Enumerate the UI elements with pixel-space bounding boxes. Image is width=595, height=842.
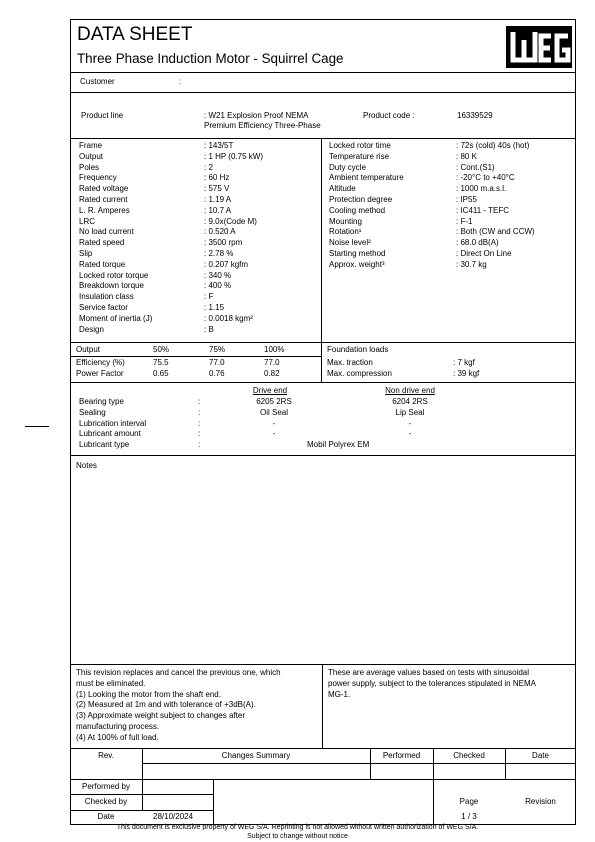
spec-value: : 0.0018 kgm² (204, 313, 253, 323)
remark-line: must be eliminated. (76, 678, 146, 688)
max-compression-label: Max. compression (327, 369, 392, 378)
spec-label: Duty cycle (329, 162, 366, 172)
bearing-row-label: Sealing (79, 407, 106, 417)
spec-label: Rotation¹ (329, 227, 362, 237)
product-line-value: : W21 Explosion Proof NEMA (204, 111, 309, 120)
remark-line: (1) Looking the motor from the shaft end. (76, 689, 221, 699)
remark-line: (2) Measured at 1m and with tolerance of +3dB(A). (76, 700, 256, 710)
bearing-labels (79, 397, 146, 440)
non-drive-end-header: Non drive end (385, 386, 435, 395)
spec-value: : 1000 m.a.s.l. (456, 184, 507, 194)
remarks-left (76, 668, 281, 744)
lubricant-type-label: Lubricant type (79, 440, 130, 449)
spec-label: Temperature rise (329, 151, 390, 161)
date-header: Date (532, 751, 549, 760)
notes-label: Notes (76, 461, 97, 470)
spec-label: Rated speed (79, 238, 125, 248)
bearing-drive-end-values (230, 397, 318, 440)
spec-label: Frequency (79, 173, 117, 183)
efficiency-75: 77.0 (209, 358, 225, 367)
spec-label: Ambient temperature (329, 173, 404, 183)
lubricant-type-value: Mobil Polyrex EM (307, 440, 370, 449)
power-factor-50: 0.65 (153, 369, 169, 378)
remark-line: MG-1. (328, 689, 351, 699)
specs-left-labels (79, 141, 152, 335)
remarks-right (328, 668, 536, 700)
spec-label: Approx. weight³ (329, 259, 385, 269)
spec-value: : 72s (cold) 40s (hot) (456, 141, 530, 150)
bearing-drive-end-value: Oil Seal (259, 407, 288, 417)
spec-label: LRC (79, 216, 96, 226)
spec-value: : 80 K (456, 151, 477, 161)
document-subtitle: Three Phase Induction Motor - Squirrel Cage (77, 51, 344, 66)
spec-label: Design (79, 324, 104, 334)
bearing-colons (198, 397, 200, 440)
spec-value: : 0.207 kgfm (204, 259, 249, 269)
bearing-row-colon: : (198, 407, 201, 417)
document-title: DATA SHEET (77, 24, 193, 45)
spec-label: No load current (79, 227, 134, 237)
product-code-label: Product code : (363, 111, 415, 120)
spec-value: : -20°C to +40°C (456, 173, 515, 183)
spec-label: Frame (79, 141, 103, 150)
spec-value: : Cont.(S1) (456, 162, 495, 172)
bearing-drive-end-value: - (272, 418, 276, 428)
spec-label: Breakdown torque (79, 281, 144, 291)
spec-label: Rated torque (79, 259, 126, 269)
spec-label: Protection degree (329, 194, 393, 204)
efficiency-50: 75.5 (153, 358, 169, 367)
performed-header: Performed (382, 751, 421, 760)
efficiency-label: Efficiency (%) (76, 358, 125, 367)
spec-value: : F-1 (456, 216, 473, 226)
spec-label: Service factor (79, 302, 128, 312)
spec-value: : 340 % (204, 270, 232, 280)
bearing-row-colon: : (198, 397, 201, 406)
margin-mark (25, 426, 49, 427)
max-compression-value: : 39 kgf (453, 369, 480, 378)
spec-label: Rated current (79, 194, 128, 204)
bearing-row-label: Lubrication interval (79, 418, 147, 428)
customer-label: Customer (80, 77, 115, 86)
bearing-non-drive-end-value: 6204 2RS (392, 397, 428, 406)
spec-value: : IC411 - TEFC (456, 205, 510, 215)
remark-line: manufacturing process. (76, 721, 160, 731)
spec-value: : 68.0 dB(A) (456, 238, 499, 248)
spec-label: Moment of inertia (J) (79, 313, 153, 323)
date-label: Date (97, 812, 115, 821)
spec-value: : 2.78 % (204, 248, 234, 258)
spec-value: : Both (CW and CCW) (456, 227, 535, 237)
performed-by-label: Performed by (81, 782, 131, 791)
spec-label: Locked rotor torque (79, 270, 149, 280)
date-value: 28/10/2024 (153, 812, 194, 821)
bearing-row-label: Lubricant amount (79, 429, 141, 439)
spec-value: : 1 HP (0.75 kW) (204, 151, 263, 161)
spec-label: Starting method (329, 248, 386, 258)
specs-left-values (204, 141, 263, 335)
foundation-title: Foundation loads (327, 345, 389, 354)
spec-label: Noise level² (329, 238, 371, 248)
bearing-drive-end-value: 6205 2RS (256, 397, 292, 406)
spec-label: Locked rotor time (329, 141, 391, 150)
revision-label: Revision (525, 797, 556, 806)
load-header-output: Output (76, 345, 101, 354)
spec-value: : F (204, 292, 214, 302)
max-traction-label: Max. traction (327, 358, 373, 367)
spec-value: : 10.7 A (204, 205, 232, 215)
spec-label: Rated voltage (79, 184, 129, 194)
product-code-value: 16339529 (457, 111, 493, 120)
bearing-non-drive-end-value: - (408, 429, 412, 439)
page-value: 1 / 3 (461, 812, 477, 821)
load-header-75: 75% (209, 345, 226, 354)
load-header-100: 100% (264, 345, 285, 354)
footer-line-1: This document is exclusive property of WEG S/A. Reprinting is not allowed without written authorization of WEG S/A. (116, 824, 479, 831)
spec-value: : 2 (204, 162, 213, 172)
product-line-label: Product line (81, 111, 124, 120)
spec-value: : 9.0x(Code M) (204, 216, 257, 226)
spec-value: : IP55 (456, 194, 477, 204)
checked-by-label: Checked by (84, 797, 128, 806)
load-header-50: 50% (153, 345, 170, 354)
bearing-row-label: Bearing type (79, 397, 124, 406)
product-line-value-2: Premium Efficiency Three-Phase (204, 121, 321, 130)
spec-value: : 1.15 (204, 302, 225, 312)
page-label: Page (459, 797, 479, 806)
checked-header: Checked (453, 751, 485, 760)
spec-label: L. R. Amperes (79, 205, 130, 215)
spec-value: : 143/5T (204, 141, 234, 150)
weg-logo (506, 26, 572, 68)
power-factor-100: 0.82 (264, 369, 280, 378)
remark-line: (3) Approximate weight subject to changes after (76, 711, 245, 721)
spec-value: : 1.19 A (204, 194, 232, 204)
bearing-non-drive-end-value: Lip Seal (395, 407, 425, 417)
max-traction-value: : 7 kgf (453, 358, 475, 367)
bearing-row-colon: : (198, 429, 201, 439)
spec-label: Output (79, 151, 104, 161)
spec-label: Cooling method (329, 205, 386, 215)
remark-line: These are average values based on tests with sinusoidal (328, 668, 530, 677)
power-factor-75: 0.76 (209, 369, 225, 378)
spec-label: Mounting (329, 216, 362, 226)
spec-value: : B (204, 324, 214, 334)
spec-label: Poles (79, 162, 100, 172)
spec-value: : 30.7 kg (456, 259, 487, 269)
power-factor-label: Power Factor (76, 369, 124, 378)
bearing-row-colon: : (198, 418, 201, 428)
spec-label: Insulation class (79, 292, 134, 302)
spec-value: : 3500 rpm (204, 238, 243, 248)
spec-value: : Direct On Line (456, 248, 512, 258)
customer-colon: : (179, 77, 182, 86)
specs-right-labels (329, 141, 404, 271)
changes-summary-header: Changes Summary (221, 751, 291, 760)
remark-line: This revision replaces and cancel the previous one, which (76, 668, 281, 677)
drive-end-header: Drive end (252, 386, 288, 395)
spec-value: : 60 Hz (204, 173, 230, 183)
specs-right-values (456, 141, 535, 271)
spec-value: : 400 % (204, 281, 232, 291)
rev-header: Rev. (98, 751, 114, 760)
lubricant-type-colon: : (198, 440, 201, 449)
bearing-drive-end-value: - (272, 429, 276, 439)
footer-line-2: Subject to change without notice (247, 833, 348, 840)
remark-line: power supply, subject to the tolerances stipulated in NEMA (328, 678, 536, 688)
spec-label: Altitude (329, 184, 356, 194)
bearing-non-drive-end-values (366, 397, 454, 440)
efficiency-100: 77.0 (264, 358, 280, 367)
spec-value: : 575 V (204, 184, 230, 194)
remark-line: (4) At 100% of full load. (76, 732, 159, 742)
spec-label: Slip (79, 248, 93, 258)
bearing-non-drive-end-value: - (408, 418, 412, 428)
spec-value: : 0.520 A (204, 227, 236, 237)
